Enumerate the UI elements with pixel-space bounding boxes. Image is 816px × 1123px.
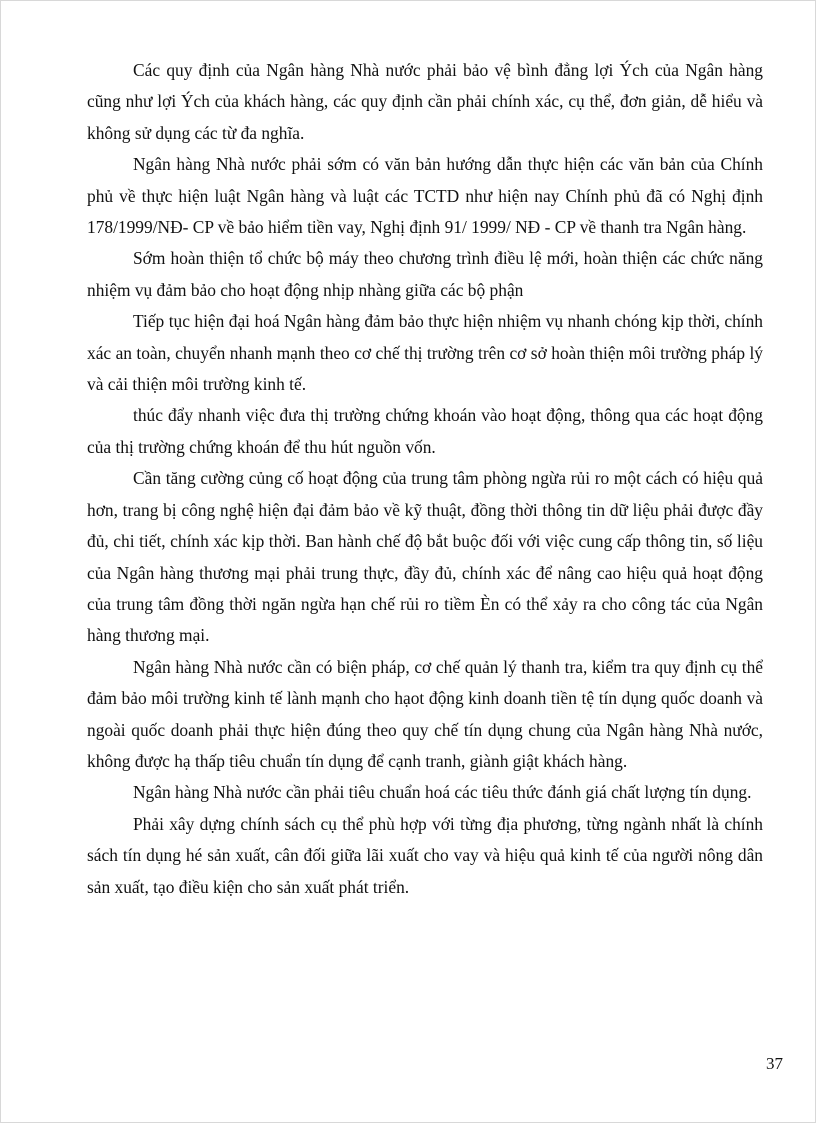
paragraph: Ngân hàng Nhà nước phải sớm có văn bản hướng dẫn thực hiện các văn bản của Chính phủ về thực hiện luật Ngân hàng và luật các TCTD như hiện nay Chính phủ đã có Nghị định 178/1999/NĐ- CP về bảo hiểm tiền vay, Nghị định 91/ 1999/ NĐ - CP về thanh tra Ngân hàng. bbox=[87, 154, 763, 238]
paragraph: Ngân hàng Nhà nước cần có biện pháp, cơ chế quản lý thanh tra, kiểm tra quy định cụ thể đảm bảo môi trường kinh tế lành mạnh cho hạot động kinh doanh tiền tệ tín dụng quốc doanh và ngoài quốc doanh phải thực hiện đúng theo quy chế tín dụng chung của Ngân hàng Nhà nước, không được hạ thấp tiêu chuẩn tín dụng để cạnh tranh, giành giật khách hàng. bbox=[87, 656, 763, 771]
paragraph: Sớm hoàn thiện tổ chức bộ máy theo chương trình điều lệ mới, hoàn thiện các chức năng nhiệm vụ đảm bảo cho hoạt động nhịp nhàng giữa các bộ phận bbox=[87, 248, 763, 300]
paragraph: Ngân hàng Nhà nước cần phải tiêu chuẩn hoá các tiêu thức đánh giá chất lượng tín dụng. bbox=[133, 782, 752, 803]
paragraph: Phải xây dựng chính sách cụ thể phù hợp với từng địa phương, từng ngành nhất là chính sách tín dụng hé sản xuất, cân đối giữa lãi xuất cho vay và hiệu quả kinh tế của người nông dân sản xuất, tạo điều kiện cho sản xuất phát triển. bbox=[87, 813, 763, 897]
paragraph: Các quy định của Ngân hàng Nhà nước phải bảo vệ bình đẳng lợi Ých của Ngân hàng cũng như lợi Ých của khách hàng, các quy định cần phải chính xác, cụ thể, đơn giản, dễ hiểu và không sử dụng các từ đa nghĩa. bbox=[87, 60, 763, 143]
paragraph: Tiếp tục hiện đại hoá Ngân hàng đảm bảo thực hiện nhiệm vụ nhanh chóng kịp thời, chính xác an toàn, chuyển nhanh mạnh theo cơ chế thị trường trên cơ sở hoàn thiện môi trường pháp lý và cải thiện môi trường kinh tế. bbox=[87, 311, 763, 395]
paragraph: Cần tăng cường củng cố hoạt động của trung tâm phòng ngừa rủi ro một cách có hiệu quả hơn, trang bị công nghệ hiện đại đảm bảo về kỹ thuật, đồng thời thông tin dữ liệu phải được đầy đủ, chi tiết, chính xác kịp thời. Ban hành chế độ bắt buộc đối với việc cung cấp thông tin, số liệu của Ngân hàng thương mại phải trung thực, đầy đủ, chính xác để nâng cao hiệu quả hoạt động của trung tâm đồng thời ngăn ngừa hạn chế rủi ro tiềm Èn có thể xảy ra cho công tác của Ngân hàng thương mại. bbox=[87, 468, 763, 646]
page-number: 37 bbox=[766, 1054, 783, 1073]
paragraph: thúc đẩy nhanh việc đưa thị trường chứng khoán vào hoạt động, thông qua các hoạt động của thị trường chứng khoán để thu hút nguồn vốn. bbox=[87, 405, 763, 457]
page-body bbox=[87, 55, 763, 903]
